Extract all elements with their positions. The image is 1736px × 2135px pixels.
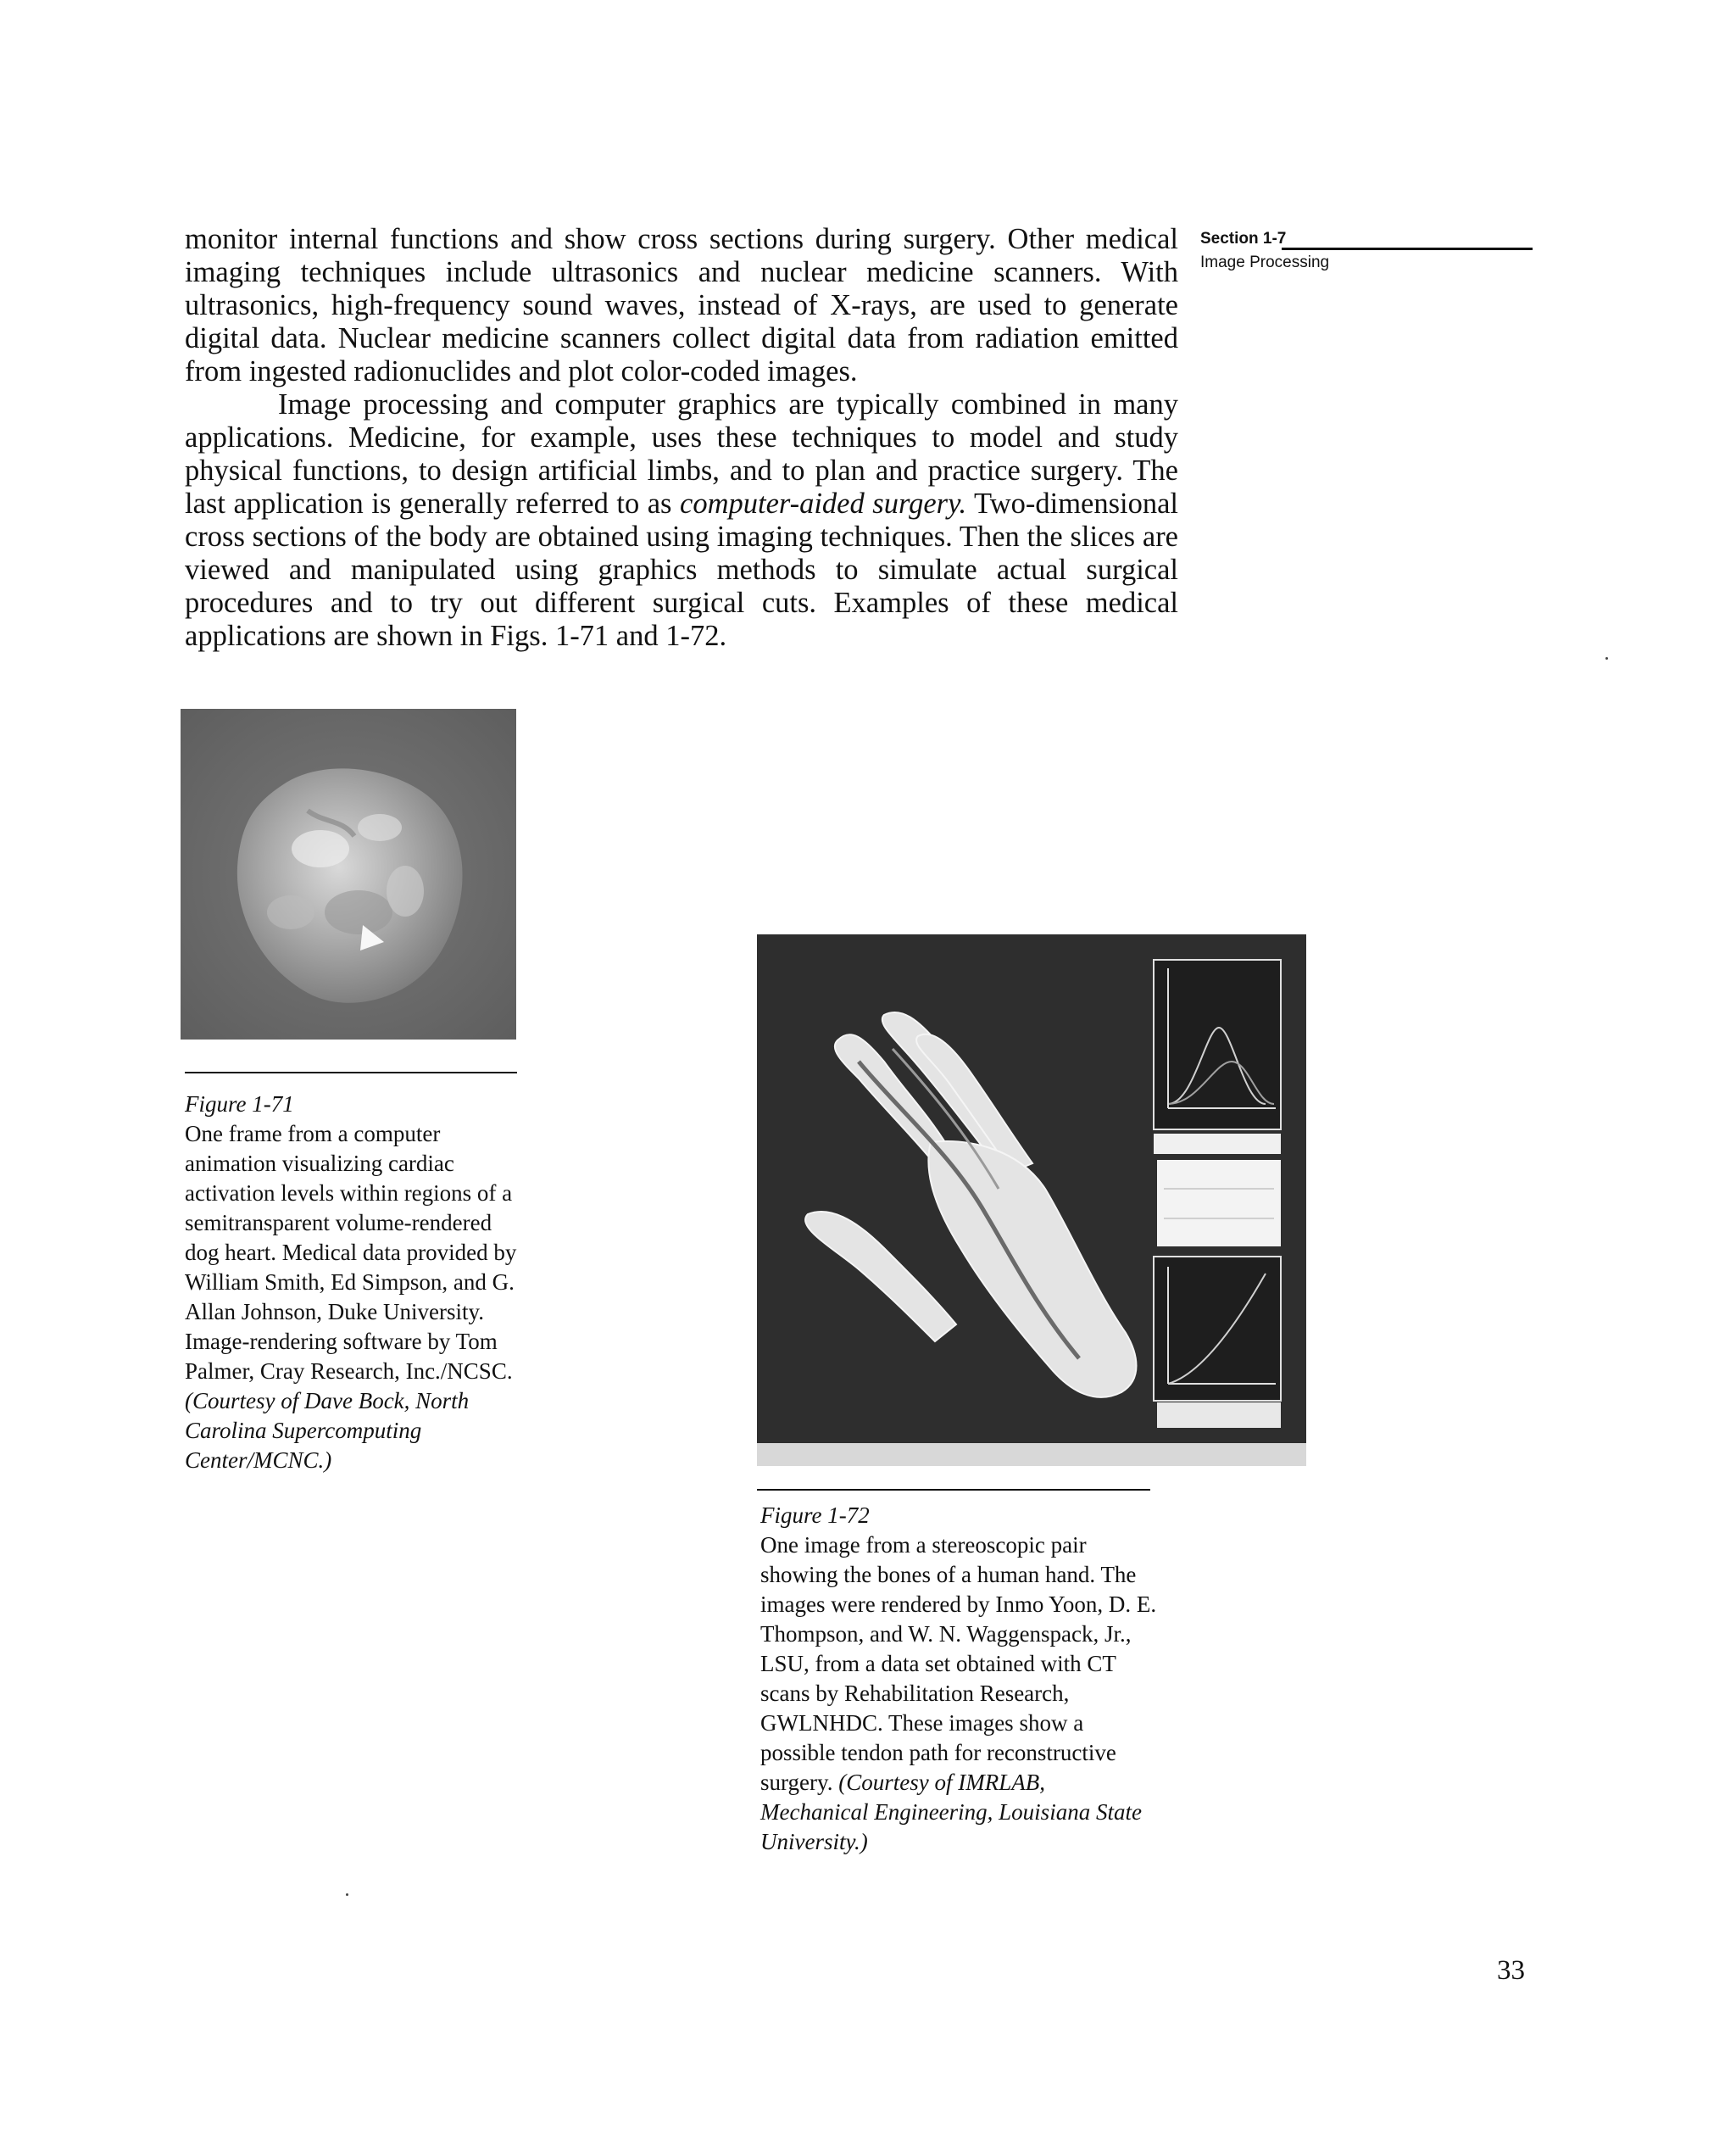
paragraph-2-end: Two-dimensional cross sections of the body are obtained using imaging techniques. Then the slices are viewed and manipulated using graphics methods to simulate actual surgical procedures and to try out different surgical cuts. Examples of these medical applications are shown in Figs. 1-71 and 1-72.: [185, 488, 1179, 652]
figure-72-caption: [760, 1501, 1159, 1857]
figure-71-caption: [185, 1090, 524, 1475]
figure-71-label: Figure 1-71: [185, 1091, 294, 1117]
section-rule: [1282, 248, 1533, 250]
figure-71-heart-image: [181, 709, 516, 1040]
term-computer-aided-surgery: computer-aided surgery.: [680, 488, 967, 520]
body-text: [185, 223, 1178, 653]
figure-72-rule: [757, 1489, 1150, 1491]
paragraph-1: monitor internal functions and show cross sections during surgery. Other medical imaging techniques include ultrasonics and nuclear medicine scanners. With ultrasonics, high-frequency sound waves, instead of X-rays, are used to generate digital data. Nuclear medicine scanners collect digital data from radiation emitted from ingested radionuclides and plot color-coded images.: [185, 223, 1178, 387]
scan-speck: [346, 1893, 348, 1896]
figure-72-courtesy: (Courtesy of IMRLAB, Mechanical Engineering, Louisiana State University.): [760, 1770, 1142, 1854]
figure-71-text: One frame from a computer animation visualizing cardiac activation levels within regions of a semitransparent volume-rendered dog heart. Medical data provided by William Smith, Ed Simpson, and G. Allan Johnson, Duke University. Image-rendering software by Tom Palmer, Cray Research, Inc./NCSC.: [185, 1121, 517, 1384]
scan-speck: [1605, 657, 1608, 660]
figure-71-rule: [185, 1072, 517, 1073]
hand-render-graphic: [757, 934, 1306, 1466]
figure-72-text: One image from a stereoscopic pair showing the bones of a human hand. The images were rendered by Inmo Yoon, D. E. Thompson, and W. N. Waggenspack, Jr., LSU, from a data set obtained with CT scans by Rehabilitation Research, GWLNHDC. These images show a possible tendon path for reconstructive surgery.: [760, 1532, 1157, 1795]
paragraph-2: [185, 388, 1178, 653]
heart-render-graphic: [181, 709, 516, 1040]
paragraph-2-start: Image processing and computer graphics are typically combined in many applications. Medicine, for example, uses these techniques to model and study physical functions, to design artificial limbs, and to plan and practice surgery. The last application is generally referred to as: [185, 388, 1178, 520]
figure-72-hand-image: [757, 934, 1306, 1466]
section-title: Image Processing: [1200, 254, 1330, 271]
section-number: Section 1-7: [1200, 230, 1287, 248]
section-header: [1200, 229, 1533, 275]
page-number: 33: [1497, 1955, 1525, 1986]
figure-71-courtesy: (Courtesy of Dave Bock, North Carolina Supercomputing Center/MCNC.): [185, 1388, 470, 1473]
figure-72-label: Figure 1-72: [760, 1502, 870, 1528]
